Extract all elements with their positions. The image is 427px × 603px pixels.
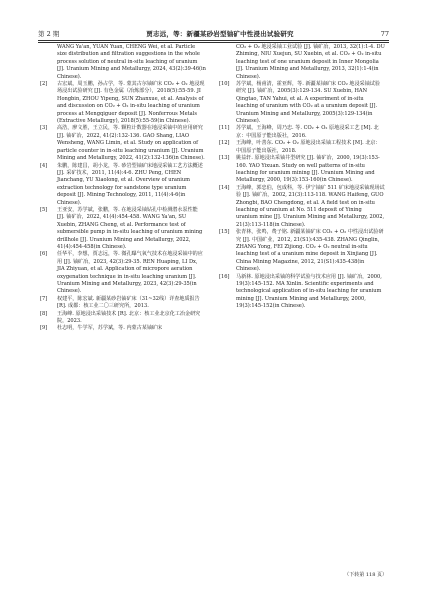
- reference-item: [40, 207, 206, 251]
- continued-on-note: （下转第 118 页）: [344, 572, 387, 578]
- reference-text: 高浩，廖文胜，王立民，等. 颗粒计数器在地浸采铀中的应用研究 [J]. 铀矿冶，2022, 41(2):132-136. GAO Shang, LIAO Wensheng, WANG Limin, et al. Study on application of particle counter in in-situ leaching uranium [J]. Uranium Mining and Metallurgy, 2022, 41(2):132-136(in Chinese).: [57, 125, 205, 162]
- reference-continuation: WANG Ya'an, YUAN Yuan, CHENG Wei, et al. Particle size distribution and filtration suggestions in the whole process solution of neutral in-situ leaching of uranium [J]. Uranium Mining and Metallurgy, 2024, 43(2):39-46(in Chinese).: [57, 44, 206, 80]
- reference-text: 马新林. 原地浸出采铀的科学试验与技术应用 [J]. 铀矿冶，2000, 19(3):145-152. MA Xinlin. Scientific experiments and technological application of in-situ leaching for uranium mining [J]. Uranium Mining and Metallurgy, 2000, 19(3):145-152(in Chinese).: [236, 273, 382, 310]
- reference-number: [6]: [40, 251, 48, 258]
- reference-number: [10]: [219, 81, 230, 88]
- header-rule: [38, 40, 389, 41]
- reference-item: [219, 185, 385, 229]
- reference-number: [9]: [40, 325, 48, 332]
- reference-item: [40, 125, 206, 162]
- reference-item: [40, 163, 206, 207]
- reference-number: [12]: [219, 140, 230, 147]
- reference-text: 苏学斌，王海峰，周乃忠. 等. CO₂ + O₂ 原地浸采工艺 [M]. 北京：中国原子能出版社，2016.: [236, 125, 379, 139]
- right-column: [219, 44, 385, 311]
- reference-item: [219, 274, 385, 311]
- reference-text: 张青林，张鸣，费子铭. 新疆某铀矿床 CO₂ + O₂ 中性浸出试验研究 [J]. 中国矿业，2012, 21(S1):435-438. ZHANG Qinglin, ZHANG Yong, FEI Zijiong. CO₂ + O₂ neutral in-situ leaching test of a uranium mine deposit in Xinjiang [J]. China Mining Magazine, 2012, 21(S1):435-438(in Chinese).: [236, 229, 384, 273]
- reference-text: 王海峰，叶善东. CO₂ + O₂ 原地浸出采铀工程技术 [M]. 北京：中国原子能出版社，2018.: [236, 140, 381, 154]
- page-number: 77: [380, 30, 389, 38]
- reference-item: [219, 229, 385, 273]
- issue-label: 第 2 期: [38, 30, 60, 38]
- reference-item: [40, 251, 206, 295]
- reference-item: [219, 125, 385, 140]
- reference-number: [11]: [219, 125, 230, 132]
- reference-number: [8]: [40, 310, 48, 317]
- reference-text: 权建平，陈宏斌. 新疆某砂岩铀矿床（31~32线）详查地质报告 [R]. 成都：核工业二〇三研究所，2013.: [57, 295, 200, 310]
- reference-item: [40, 311, 206, 326]
- left-column: [40, 44, 206, 333]
- reference-item: [219, 81, 385, 125]
- reference-text: 任华平，李想，贾志远，等. 微孔曝气氧气技术在地浸采铀中的应用 [J]. 铀矿冶，2023, 42(3):29-35. REN Huaping, LI Dx, JIA Zhiyuan, et al. Application of micropore aeration oxygenation technique in in-situ leaching uranium [J]. Uranium Mining and Metallurgy, 2023, 42(3):29-35(in Chinese).: [57, 251, 203, 295]
- reference-text: 苏学斌，杨甫清，霍亚辉，等. 新疆某铀矿床 CO₂ 地浸采铀试验研究 [J]. 铀矿冶，2005(3):129-134. SU Xuebin, HAN Qingtao, TAN Yahui, et al. A experiment of in-situ leaching of uranium with CO₂ at a uranium deposit [J]. Uranium Mining and Metallurgy, 2005(3):129-134(in Chinese).: [236, 81, 380, 125]
- reference-number: [3]: [40, 125, 48, 132]
- running-header: [38, 24, 389, 38]
- reference-text: 王亚安，苏学斌，张鹏，等. 在地浸采铀钻孔中检测潜水泵性能 [J]. 铀矿冶，2022, 41(4):454-458. WANG Ya'an, SU Xuebin, ZHANG Cheng, et al. Performance test of submersible pump in in-situ leaching of uranium mining drillhole [J]. Uranium Mining and Metallurgy, 2022, 41(4):454-458(in Chinese).: [57, 206, 203, 250]
- reference-text: 杜志明，牛学军，苏学斌，等. 内蒙古某铀矿床: [57, 325, 163, 332]
- reference-item: [40, 296, 206, 311]
- reference-number: [7]: [40, 295, 48, 302]
- reference-text: 王海峰. 原地浸出采铀技术 [R]. 北京：核工业北京化工冶金研究院，2023.: [57, 310, 201, 325]
- reference-item: [40, 81, 206, 125]
- reference-number: [2]: [40, 81, 48, 88]
- reference-text: 古宏斌，周玉鹏，孙占学，等. 蒙其古尔铀矿床 CO₂ + O₂ 地浸现场浸出试验研究 [J]. 有色金属（冶炼部分），2018(5):55-59. JI Hongbin, ZHOU Yipeng, SUN Zhanxue, et al. Analysis of and discussion on CO₂ + O₂ in-situ leaching of uranium process at Mengqiguer deposit [J]. Nonferrous Metals (Extractive Metallurgy), 2018(5):55-59(in Chinese).: [57, 81, 205, 125]
- reference-number: [5]: [40, 206, 48, 213]
- reference-number: [15]: [219, 229, 230, 236]
- reference-item: [40, 325, 206, 332]
- reference-number: [4]: [40, 162, 48, 169]
- reference-number: [13]: [219, 155, 230, 162]
- running-title: 贾志远，等：新疆某砂岩型铀矿中性浸出试验研究: [146, 30, 294, 38]
- reference-item: [219, 155, 385, 185]
- reference-number: [16]: [219, 273, 230, 280]
- reference-continuation: CO₂ + O₂ 地浸采铀工业试验 [J]. 铀矿冶，2013, 32(1):1-4. DU Zhiming, NIU Xuejun, SU Xuebin, et al. CO₂ + O₂ in-situ leaching test of one uranium deposit in Inner Mongolia [J]. Uranium Mining and Metallurgy, 2013, 32(1):1-4(in Chinese).: [236, 44, 385, 80]
- reference-text: 朱鹏，陈建昌，胡小龙，等. 砂岩型铀矿床地浸采铀工艺方法概述 [J]. 采矿技术，2011, 11(4):4-6. ZHU Peng, CHEN Jianchang, YU Xiaolong, et al. Overview of uranium extraction technology for sandstone type uranium deposit [J]. Mining Technology, 2011, 11(4):4-6(in Chinese).: [57, 162, 203, 206]
- reference-number: [14]: [219, 184, 230, 191]
- header-rule-thin: [38, 42, 389, 43]
- reference-text: 王海峰，郭忠伯，包成科，等. 伊宁铀矿 511 矿床地浸采铀现场试验 [J]. 铀矿冶，2002, 21(3):113-118. WANG Haifeng, GUO Zhongbi, BAO Chengdong, et al. A field test on in-situ leaching of uranium at No. 511 deposit of Yining uranium mine [J]. Uranium Mining and Metallurgy, 2002, 21(3):113-118(in Chinese).: [236, 184, 385, 228]
- reference-item: [219, 140, 385, 155]
- reference-text: 姚益轩. 原地浸出采铀井型研究 [J]. 铀矿冶，2000, 19(3):153-160. YAO Yixuan. Study on well patterns of in-situ leaching for uranium mining [J]. Uranium Mining and Metallurgy, 2000, 19(3):153-160(in Chinese).: [236, 155, 380, 184]
